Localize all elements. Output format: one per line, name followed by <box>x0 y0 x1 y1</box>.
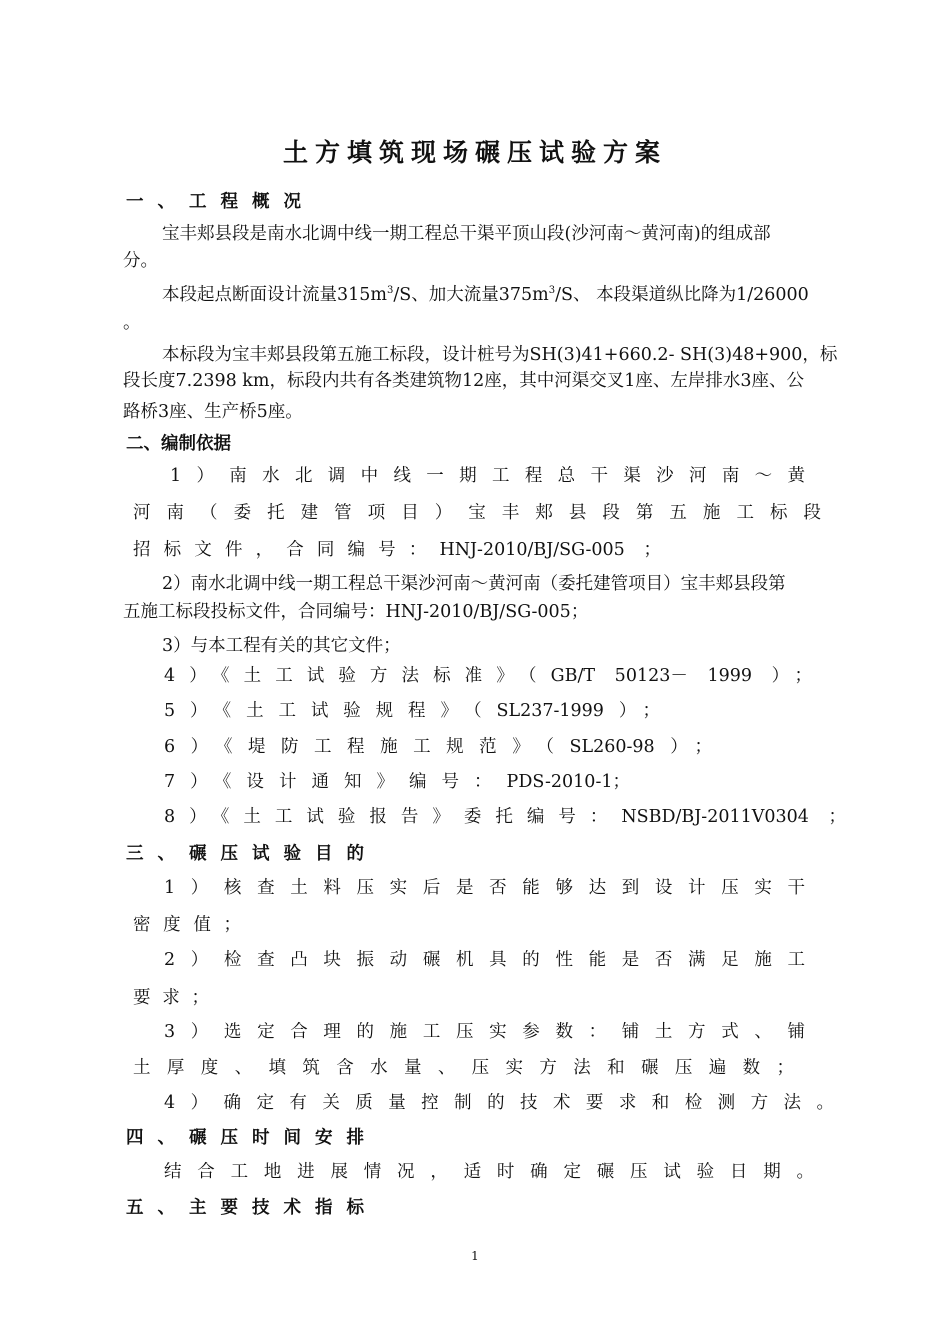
purpose-item2-line1: 2）检查凸块振动碾机具的性能是否满足施工 <box>164 950 805 970</box>
purpose-item4: 4）确定有关质量控制的技术要求和检测方法。 <box>164 1093 834 1113</box>
section-heading-technical-indicators: 五、主要技术指标 <box>126 1198 378 1218</box>
basis-item1-line1: 1）南水北调中线一期工程总干渠沙河南～黄 <box>170 466 805 486</box>
page-number: 1 <box>471 1249 479 1263</box>
basis-item1-line2: 河南（委托建管项目）宝丰郏县段第五施工标段 <box>133 503 821 523</box>
section-heading-purpose: 三、碾压试验目的 <box>126 844 378 864</box>
document-title: 土方填筑现场碾压试验方案 <box>282 138 667 167</box>
basis-item3: 3）与本工程有关的其它文件； <box>162 636 401 656</box>
section-heading-schedule: 四、碾压时间安排 <box>126 1128 378 1148</box>
overview-para3-line3: 路桥3座、生产桥5座。 <box>123 402 303 422</box>
basis-item2-line1: 2）南水北调中线一期工程总干渠沙河南～黄河南（委托建管项目）宝丰郏县段第 <box>162 574 786 594</box>
overview-para3-line1: 本标段为宝丰郏县段第五施工标段，设计桩号为SH(3)41+660.2- SH(3)48+900，标 <box>162 345 838 365</box>
overview-para3-line2: 段长度7.2398 km，标段内共有各类建筑物12座，其中河渠交叉1座、左岸排水3座、公 <box>123 371 805 391</box>
basis-item7: 7）《设计通知》编号：PDS-2010-1； <box>164 772 630 792</box>
purpose-item1-line1: 1）核查土料压实后是否能够达到设计压实干 <box>164 878 805 898</box>
basis-item6: 6）《堤防工程施工规范》（SL260-98）； <box>164 737 712 757</box>
purpose-item3-line2: 土厚度、填筑含水量、压实方法和碾压遍数； <box>133 1058 794 1078</box>
overview-para1-line2: 分。 <box>123 251 158 271</box>
section-heading-overview: 一、工程概况 <box>126 192 315 212</box>
overview-para2-line1: 本段起点断面设计流量$315m^3/S$、加大流量$375m^3/S$、 本段渠道纵比降为1/26000 <box>162 285 809 305</box>
schedule-text: 结合工地进展情况，适时确定碾压试验日期。 <box>164 1162 814 1182</box>
purpose-item2-line2: 要求； <box>133 988 209 1008</box>
basis-item4: 4）《土工试验方法标准》（GB/T 50123－ 1999 ）； <box>164 666 812 686</box>
purpose-item3-line1: 3）选定合理的施工压实参数：铺土方式、铺 <box>164 1022 805 1042</box>
purpose-item1-line2: 密度值； <box>133 915 241 935</box>
section-heading-basis: 二、编制依据 <box>126 434 231 454</box>
basis-item2-line2: 五施工标段投标文件，合同编号：HNJ-2010/BJ/SG-005； <box>123 602 589 622</box>
basis-item5: 5）《土工试验规程》（SL237-1999）； <box>164 701 660 721</box>
overview-para2-line2: 。 <box>123 313 141 333</box>
basis-item1-line3: 招标文件，合同编号：HNJ-2010/BJ/SG-005 ； <box>133 540 661 560</box>
basis-item8: 8）《土工试验报告》委托编号：NSBD/BJ-2011V0304 ； <box>164 807 846 827</box>
overview-para1-line1: 宝丰郏县段是南水北调中线一期工程总干渠平顶山段(沙河南～黄河南)的组成部 <box>162 224 771 244</box>
